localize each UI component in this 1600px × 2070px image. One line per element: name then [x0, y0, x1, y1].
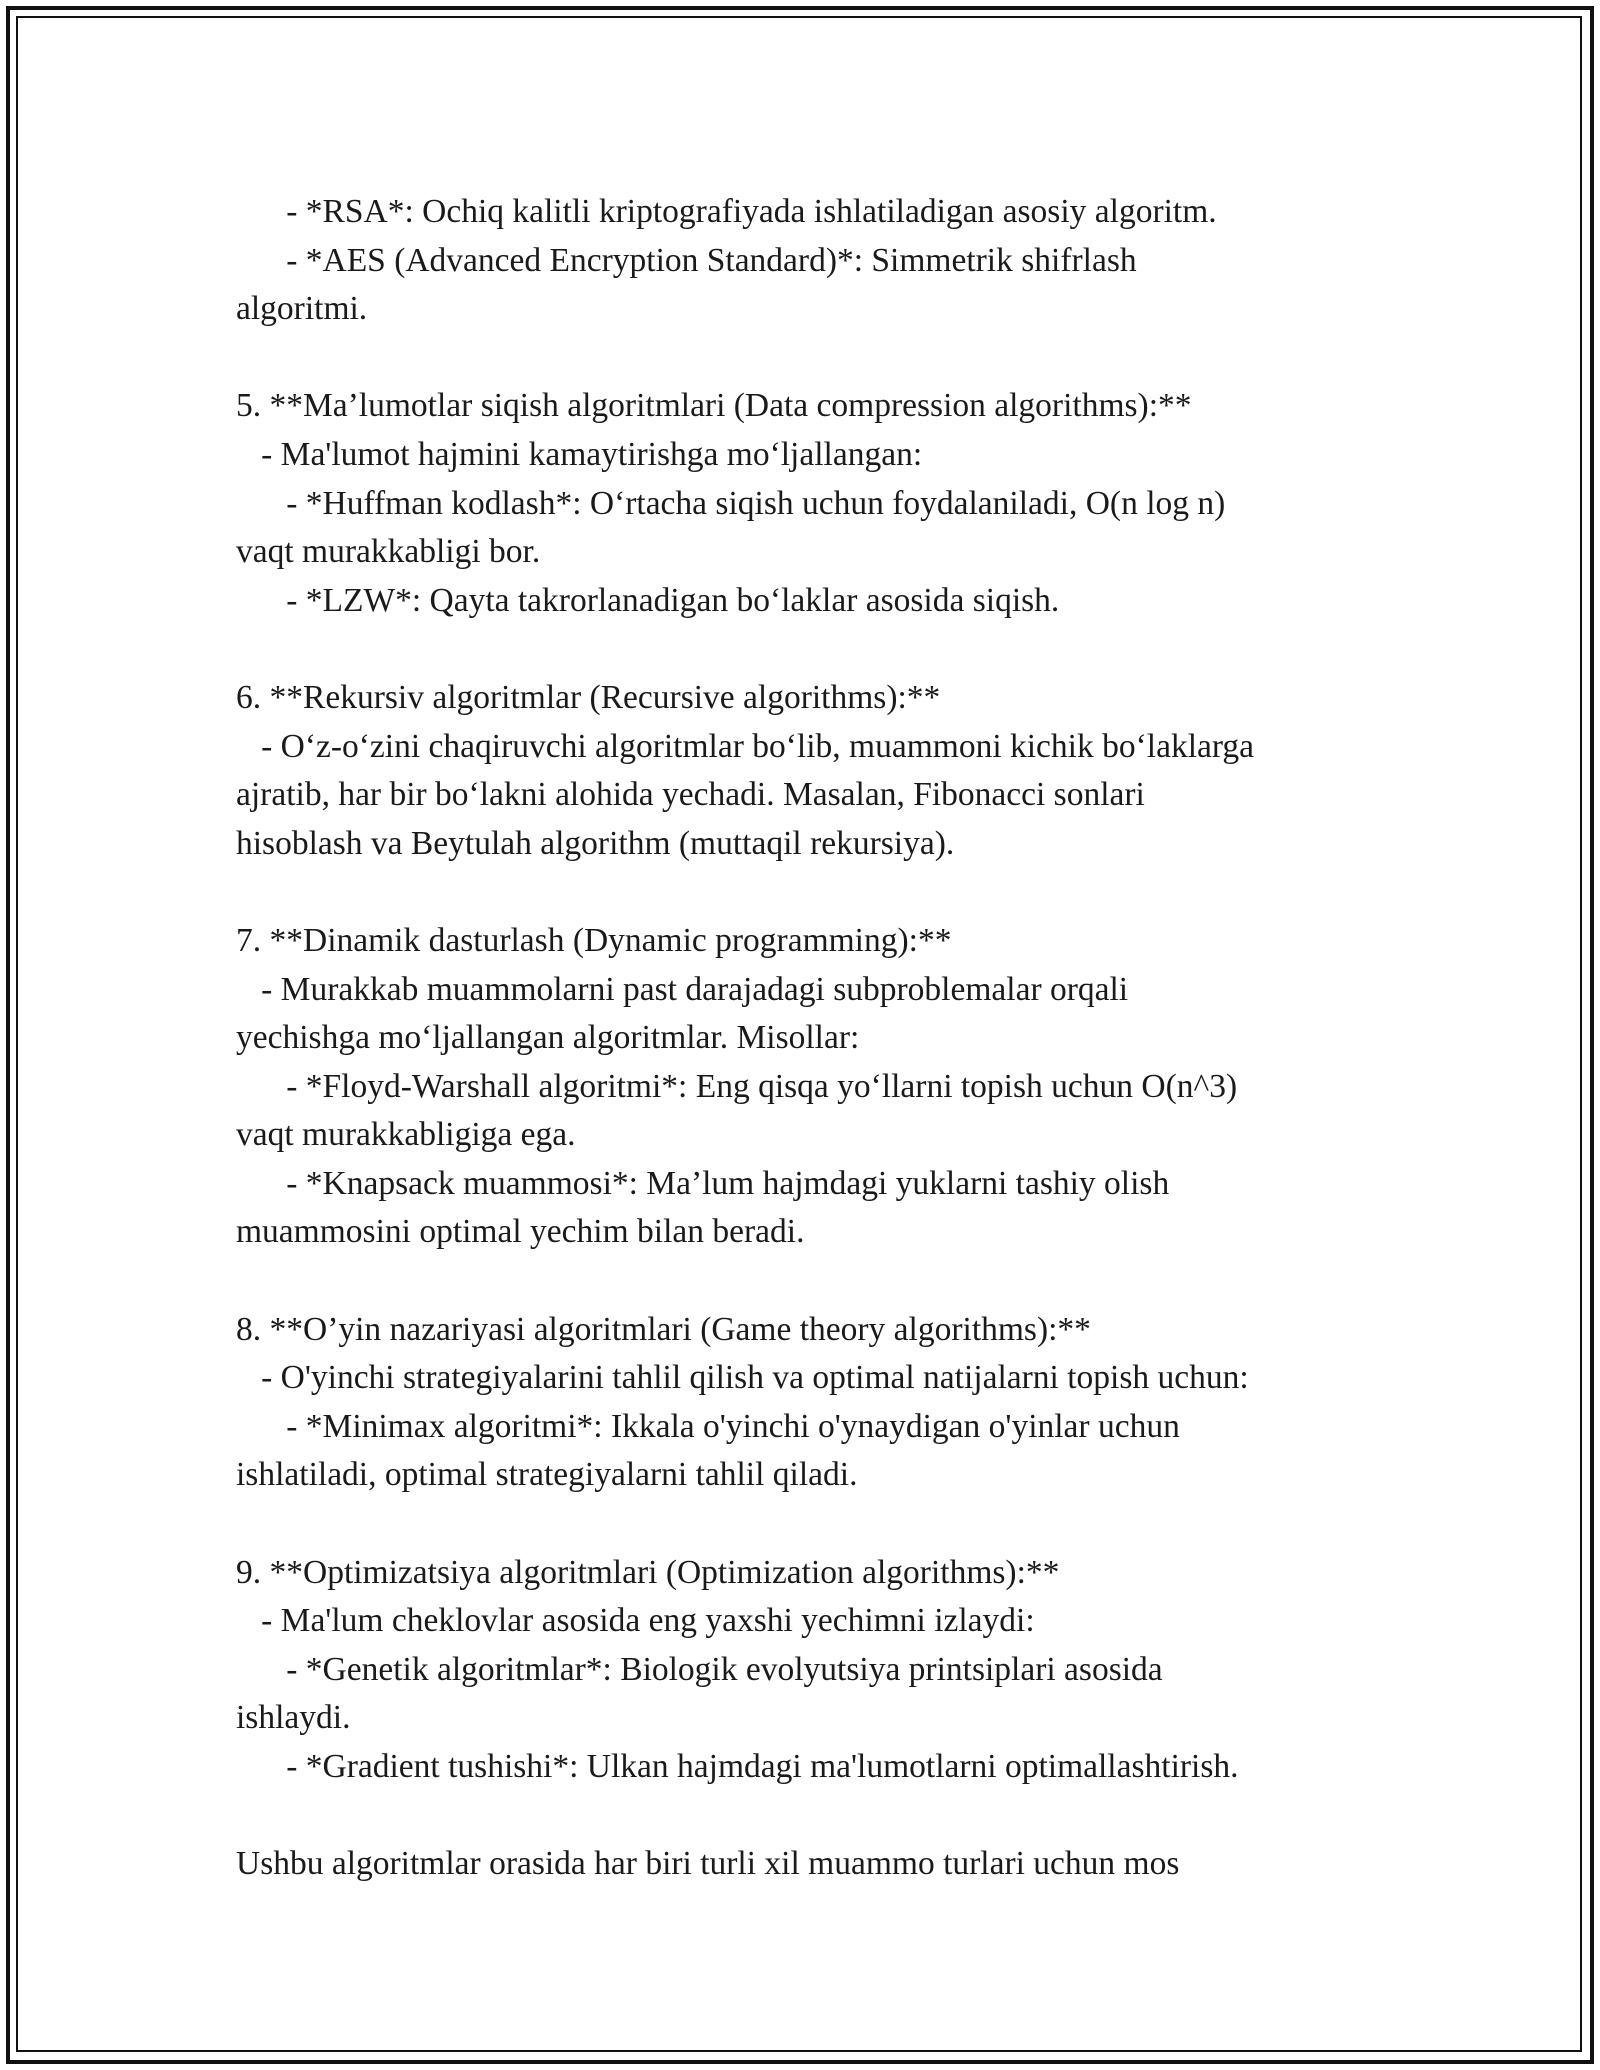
blank-line — [236, 334, 1366, 383]
blank-line — [236, 1792, 1366, 1841]
text-line: vaqt murakkabligi bor. — [236, 533, 541, 571]
text-line: - *RSA*: Ochiq kalitli kriptografiyada ishlatiladigan asosiy algoritm. — [236, 193, 1217, 230]
text-line: - Ma'lumot hajmini kamaytirishga mo‘ljallangan: — [236, 435, 923, 473]
text-line: hisoblash va Beytulah algorithm (muttaqil rekursiya). — [236, 824, 955, 862]
text-line: - *Gradient tushishi*: Ulkan hajmdagi ma'lumotlarni optimallashtirish. — [236, 1748, 1239, 1785]
text-line: - *Genetik algoritmlar*: Biologik evolyutsiya printsiplari asosida — [236, 1650, 1163, 1688]
section-heading-9: 9. **Optimizatsiya algoritmlari (Optimization algorithms):** — [236, 1553, 1060, 1591]
text-line: - *Floyd-Warshall algoritmi*: Eng qisqa yo‘llarni topish uchun O(n^3) — [236, 1067, 1238, 1105]
text-line: ajratib, har bir bo‘lakni alohida yechadi. Masalan, Fibonacci sonlari — [236, 776, 1145, 814]
text-line: - *Huffman kodlash*: O‘rtacha siqish uchun foydalaniladi, O(n log n) — [236, 484, 1226, 522]
text-line: - *Minimax algoritmi*: Ikkala o'yinchi o'ynaydigan o'yinlar uchun — [236, 1407, 1180, 1445]
section-heading-5: 5. **Ma’lumotlar siqish algoritmlari (Data compression algorithms):** — [236, 387, 1192, 425]
text-line: ishlatiladi, optimal strategiyalarni tahlil qiladi. — [236, 1456, 858, 1494]
text-line: - Ma'lum cheklovlar asosida eng yaxshi yechimni izlaydi: — [236, 1602, 1035, 1640]
text-line: - *AES (Advanced Encryption Standard)*: Simmetrik shifrlash — [236, 241, 1137, 279]
text-line: - Murakkab muammolarni past darajadagi subproblemalar orqali — [236, 970, 1129, 1008]
text-line: - O‘z-o‘zini chaqiruvchi algoritmlar bo‘lib, muammoni kichik bo‘laklarga — [236, 727, 1255, 765]
section-heading-8: 8. **O’yin nazariyasi algoritmlari (Game theory algorithms):** — [236, 1310, 1091, 1348]
text-line: - *Knapsack muammosi*: Ma’lum hajmdagi yuklarni tashiy olish — [236, 1164, 1170, 1202]
blank-line — [236, 625, 1366, 674]
text-line: vaqt murakkabligiga ega. — [236, 1116, 576, 1154]
blank-line — [236, 1500, 1366, 1549]
text-line: - O'yinchi strategiyalarini tahlil qilish va optimal natijalarni topish uchun: — [236, 1359, 1249, 1397]
text-line: muammosini optimal yechim bilan beradi. — [236, 1213, 805, 1251]
text-line: - *LZW*: Qayta takrorlanadigan bo‘laklar asosida siqish. — [236, 581, 1060, 619]
section-heading-7: 7. **Dinamik dasturlash (Dynamic programming):** — [236, 921, 952, 959]
text-line: algoritmi. — [236, 290, 368, 328]
section-heading-6: 6. **Rekursiv algoritmlar (Recursive algorithms):** — [236, 678, 941, 716]
blank-line — [236, 868, 1366, 917]
document-body — [236, 188, 1366, 1889]
text-line: ishlaydi. — [236, 1699, 351, 1737]
blank-line — [236, 1257, 1366, 1306]
text-line: yechishga mo‘ljallangan algoritmlar. Misollar: — [236, 1019, 860, 1057]
closing-line: Ushbu algoritmlar orasida har biri turli xil muammo turlari uchun mos — [236, 1845, 1180, 1883]
